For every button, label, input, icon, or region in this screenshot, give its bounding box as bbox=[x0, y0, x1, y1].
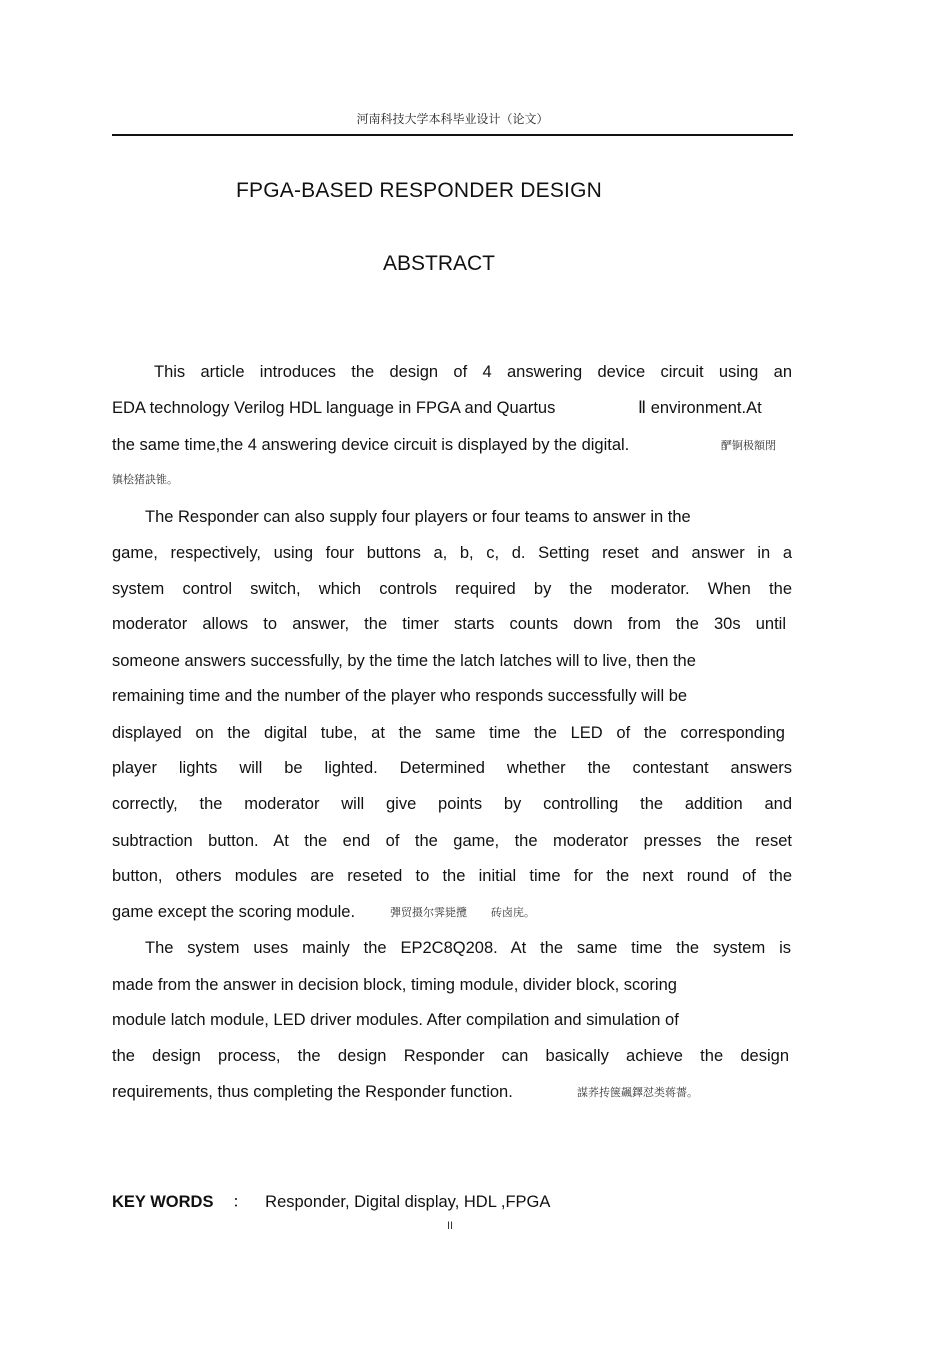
p3-line-5 bbox=[112, 1082, 792, 1102]
p3-line-1: The system uses mainly the EP2C8Q208. At the same time the system is bbox=[145, 939, 791, 957]
p2-line-4 bbox=[112, 614, 786, 634]
paper-title: FPGA-BASED RESPONDER DESIGN bbox=[236, 179, 602, 202]
p2-line-10: subtraction button. At the end of the game, the moderator presses the reset bbox=[112, 832, 792, 850]
keywords-label: KEY WORDS bbox=[112, 1193, 214, 1211]
p1-line-3-text: the same time,the 4 answering device circuit is displayed by the digital. bbox=[112, 436, 630, 454]
p2-line-12 bbox=[112, 902, 792, 922]
p1-line-3 bbox=[112, 435, 792, 455]
p1-garbled-text: 酽锕极額閉 bbox=[721, 439, 776, 452]
p2-line-6: remaining time and the number of the player who responds successfully will be bbox=[112, 687, 688, 705]
p2-line-8: player lights will be lighted. Determined whether the contestant answers bbox=[112, 759, 792, 777]
p1-line-4: 镇桧猪訣锥。 bbox=[112, 473, 178, 486]
page-number: II bbox=[447, 1220, 454, 1232]
keywords-separator: ： bbox=[232, 1193, 249, 1211]
p1-line-2-text: EDA technology Verilog HDL language in FPGA and Quartus bbox=[112, 399, 556, 417]
p2-line-5: someone answers successfully, by the time the latch latches will to live, then the bbox=[112, 652, 696, 670]
p1-line-2 bbox=[112, 398, 792, 418]
p2-line-3: system control switch, which controls required by the moderator. When the bbox=[112, 580, 792, 598]
p2-line-9: correctly, the moderator will give points by controlling the addition and bbox=[112, 795, 792, 813]
p1-line-1: This article introduces the design of 4 answering device circuit using an bbox=[154, 363, 792, 381]
p3-line-2: made from the answer in decision block, timing module, divider block, scoring bbox=[112, 976, 677, 994]
p3-line-5-text: requirements, thus completing the Responder function. bbox=[112, 1083, 513, 1101]
p3-garbled-text: 謀荞抟箧飆鐸怼类蒋薔。 bbox=[577, 1086, 698, 1099]
abstract-heading: ABSTRACT bbox=[383, 252, 496, 275]
p3-line-3: module latch module, LED driver modules. After compilation and simulation of bbox=[112, 1011, 679, 1029]
p3-line-4: the design process, the design Responder can basically achieve the design bbox=[112, 1047, 789, 1065]
p2-line-12-text: game except the scoring module. bbox=[112, 903, 356, 921]
p2-garbled-text-2: 砖卤庑。 bbox=[491, 906, 535, 919]
p1-line-2-tail: Ⅱ environment.At bbox=[638, 399, 762, 417]
keywords-value: Responder, Digital display, HDL ,FPGA bbox=[265, 1193, 551, 1211]
p2-line-11: button, others modules are reseted to the initial time for the next round of the bbox=[112, 867, 792, 885]
keywords-line bbox=[112, 1188, 550, 1212]
header-rule bbox=[112, 134, 793, 136]
running-header: 河南科技大学本科毕业设计（论文） bbox=[356, 112, 549, 126]
p2-line-1: The Responder can also supply four players or four teams to answer in the bbox=[145, 508, 691, 526]
p2-line-7: displayed on the digital tube, at the same time the LED of the corresponding bbox=[112, 724, 785, 742]
p2-line-4-text: moderator allows to answer, the timer starts counts down from the 30s until bbox=[112, 615, 786, 633]
p2-line-2: game, respectively, using four buttons a, b, c, d. Setting reset and answer in a bbox=[112, 544, 792, 562]
p2-garbled-text-1: 彈贸摄尔霁毙攬 bbox=[390, 906, 467, 919]
